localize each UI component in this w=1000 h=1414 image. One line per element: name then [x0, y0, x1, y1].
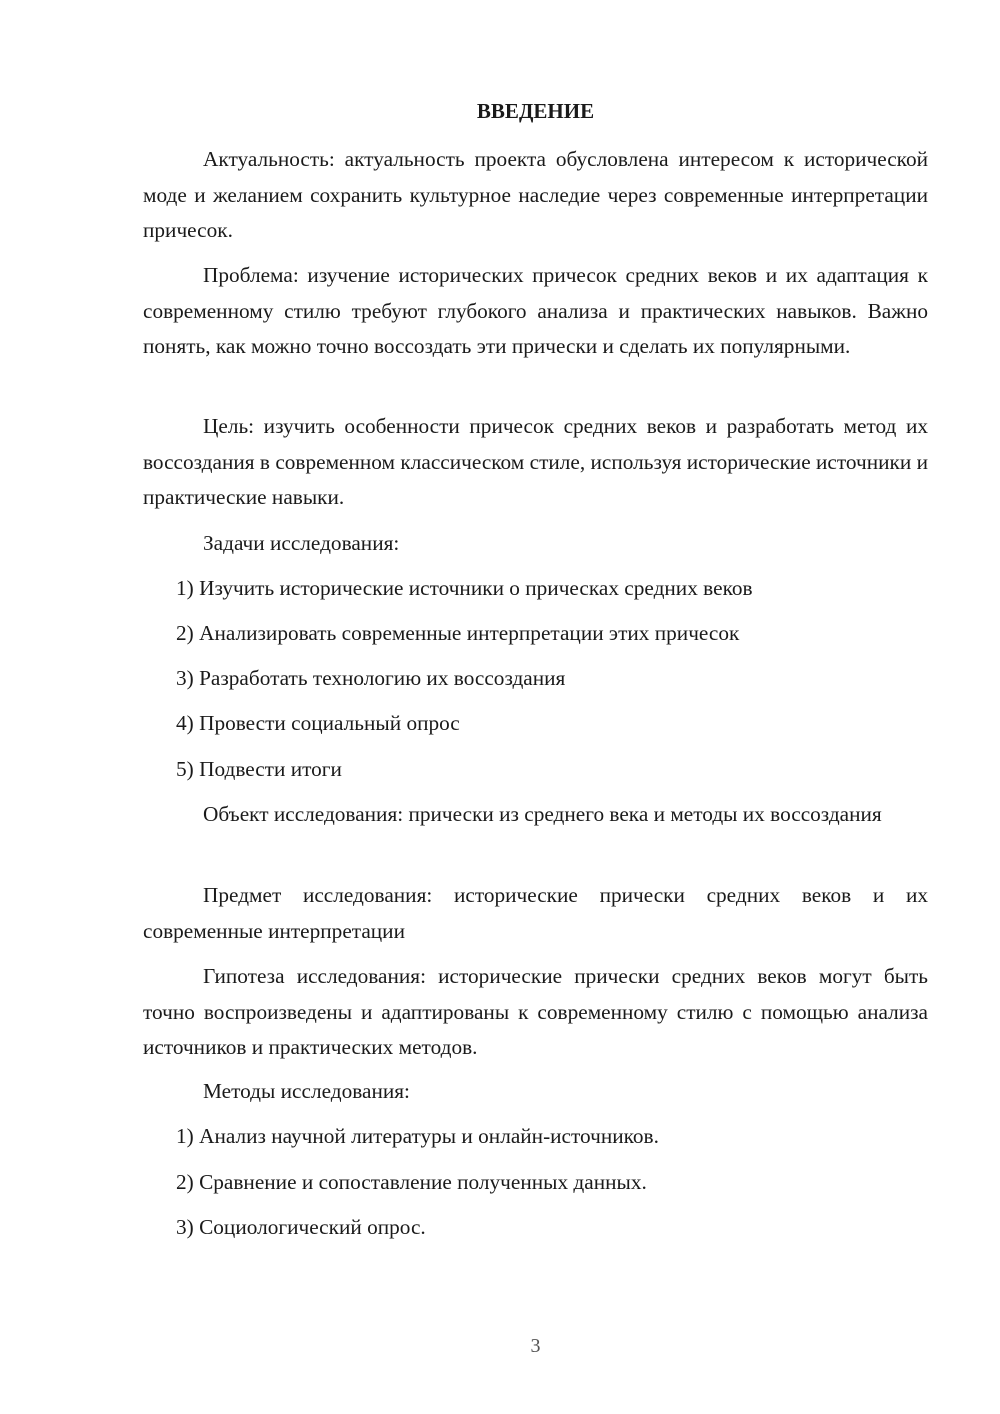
methods-title: Методы исследования: [203, 1079, 410, 1103]
hypothesis-paragraph: Гипотеза исследования: исторические прически средних веков могут быть точно воспроизведены и адаптированы к современному стилю с помощью анализа источников и практических методов. [143, 964, 928, 1059]
tasks-title: Задачи исследования: [203, 531, 400, 555]
method-item: 3) Социологический опрос. [176, 1215, 426, 1239]
relevance-paragraph: Актуальность: актуальность проекта обусловлена интересом к исторической моде и желанием сохранить культурное наследие через современные интерпретации причесок. [143, 147, 928, 242]
task-item: 3) Разработать технологию их воссоздания [176, 666, 566, 690]
subject-paragraph: Предмет исследования: исторические прически средних веков и их современные интерпретации [143, 883, 928, 943]
goal-paragraph: Цель: изучить особенности причесок средних веков и разработать метод их воссоздания в современном классическом стиле, используя исторические источники и практические навыки. [143, 414, 928, 509]
task-item: 2) Анализировать современные интерпретации этих причесок [176, 621, 740, 645]
task-item: 1) Изучить исторические источники о прическах средних веков [176, 576, 753, 600]
problem-paragraph: Проблема: изучение исторических причесок средних веков и их адаптация к современному стилю требуют глубокого анализа и практических навыков. Важно понять, как можно точно воссоздать эти прически и сделать их популярными. [143, 263, 928, 358]
method-item: 1) Анализ научной литературы и онлайн-источников. [176, 1124, 659, 1148]
document-page [143, 0, 928, 1414]
task-item: 5) Подвести итоги [176, 757, 342, 781]
page-number: 3 [530, 1335, 541, 1357]
task-item: 4) Провести социальный опрос [176, 711, 460, 735]
object-paragraph: Объект исследования: прически из среднего века и методы их воссоздания [203, 802, 882, 826]
page-title: ВВЕДЕНИЕ [476, 99, 595, 123]
method-item: 2) Сравнение и сопоставление полученных данных. [176, 1170, 647, 1194]
